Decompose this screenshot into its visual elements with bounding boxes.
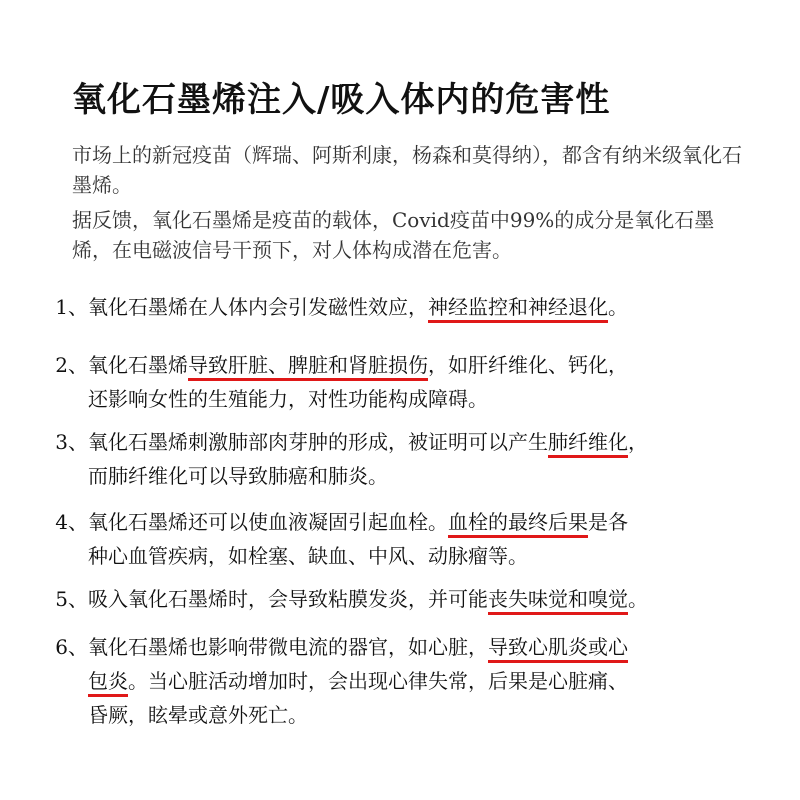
- item-line: [48, 630, 768, 664]
- item-text: ，如肝纤维化、钙化，: [428, 353, 628, 377]
- item-text: 。: [628, 587, 648, 611]
- item-line: 还影响女性的生殖能力，对性功能构成障碍。: [88, 387, 488, 411]
- item-text: 氧化石墨烯刺激肺部肉芽肿的形成，被证明可以产生: [88, 430, 548, 454]
- item-line: 昏厥，眩晕或意外死亡。: [88, 703, 308, 727]
- item-number: 6、: [55, 635, 88, 659]
- item-text: 氧化石墨烯在人体内会引发磁性效应，: [88, 295, 428, 319]
- item-text: 吸入氧化石墨烯时，会导致粘膜发炎，并可能: [88, 587, 488, 611]
- item-text: 是各: [588, 510, 628, 534]
- highlighted-text: 血栓的最终后果: [448, 510, 588, 534]
- item-text: 。当心脏活动增加时，会出现心律失常，后果是心脏痛、: [128, 669, 628, 693]
- item-number: 2、: [55, 353, 88, 377]
- highlighted-text: 包炎: [88, 669, 128, 693]
- item-line: [48, 290, 768, 324]
- list-item: [48, 582, 768, 616]
- item-text: 氧化石墨烯: [88, 353, 188, 377]
- item-text: ，: [628, 430, 648, 454]
- list-item: [48, 425, 768, 493]
- highlighted-text: 丧失味觉和嗅觉: [488, 587, 628, 611]
- page-title: 氧化石墨烯注入/吸入体内的危害性: [72, 80, 611, 120]
- highlighted-text: 导致心肌炎或心: [488, 635, 628, 659]
- item-number: 4、: [55, 510, 88, 534]
- item-line: 而肺纤维化可以导致肺癌和肺炎。: [88, 464, 388, 488]
- highlighted-text: 导致肝脏、脾脏和肾脏损伤: [188, 353, 428, 377]
- intro-paragraph-1: 市场上的新冠疫苗（辉瑞、阿斯利康，杨森和莫得纳），都含有纳米级氧化石墨烯。: [72, 143, 742, 197]
- item-number: 5、: [55, 587, 88, 611]
- item-text: 。: [608, 295, 628, 319]
- list-item: [48, 348, 768, 416]
- item-line: [48, 664, 768, 698]
- list-item: [48, 630, 768, 732]
- item-line: [48, 505, 768, 539]
- item-text: 氧化石墨烯也影响带微电流的器官，如心脏，: [88, 635, 488, 659]
- list-item: [48, 290, 768, 324]
- item-line: 种心血管疾病，如栓塞、缺血、中风、动脉瘤等。: [88, 544, 528, 568]
- intro-paragraph-2: 据反馈，氧化石墨烯是疫苗的载体，Covid疫苗中99%的成分是氧化石墨烯，在电磁波信号干预下，对人体构成潜在危害。: [72, 208, 715, 262]
- item-number: 1、: [55, 295, 88, 319]
- item-line: [48, 582, 768, 616]
- highlighted-text: 神经监控和神经退化: [428, 295, 608, 319]
- list-item: [48, 505, 768, 573]
- highlighted-text: 肺纤维化: [548, 430, 628, 454]
- item-line: [48, 425, 768, 459]
- item-text: 氧化石墨烯还可以使血液凝固引起血栓。: [88, 510, 448, 534]
- item-number: 3、: [55, 430, 88, 454]
- item-line: [48, 348, 768, 382]
